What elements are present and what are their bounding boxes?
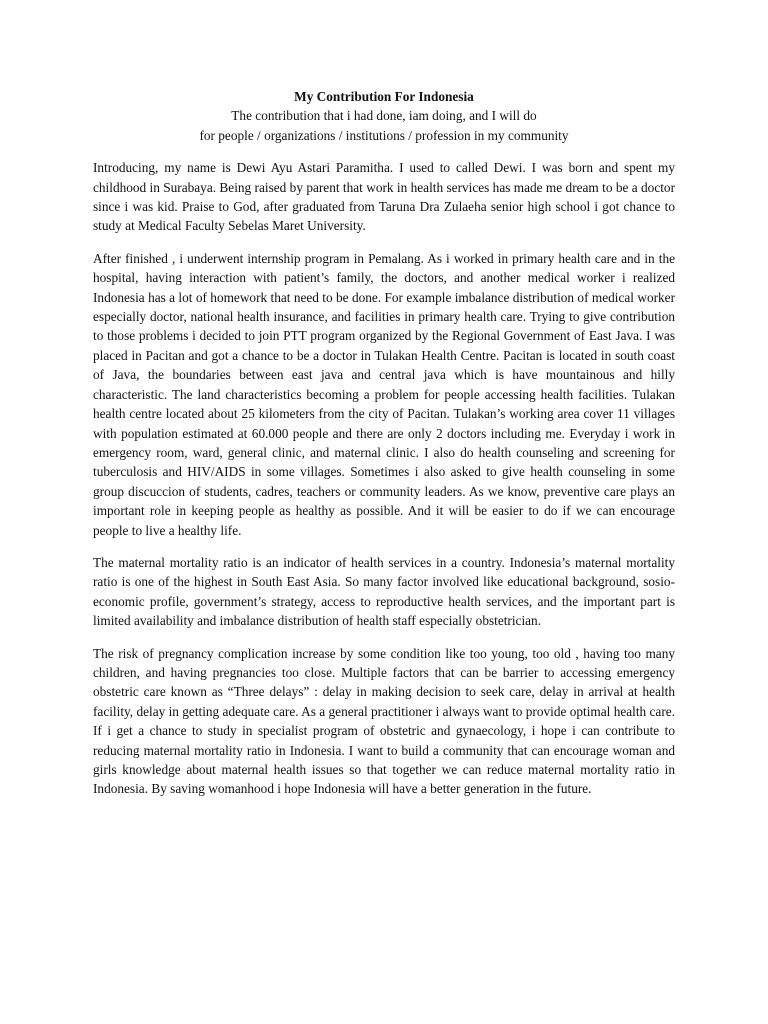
paragraph-pregnancy-risk: The risk of pregnancy complication increase by some condition like too young, too old , having too many children, and having pregnancies too close. Multiple factors that can be barrier to accessing emergency obstetric care known as “Three delays” : delay in making decision to seek care, delay in arrival at health facility, delay in getting adequate care. As a general practitioner i always want to provide optimal health care. If i get a chance to study in specialist program of obstetric and gynaecology, i hope i can contribute to reducing maternal mortality ratio in Indonesia. I want to build a community that can encourage woman and girls knowledge about maternal health issues so that together we can reduce maternal mortality ratio in Indonesia. By saving womanhood i hope Indonesia will have a better generation in the future. — [93, 645, 675, 797]
document-header — [93, 87, 675, 145]
paragraph-introduction: Introducing, my name is Dewi Ayu Astari Paramitha. I used to called Dewi. I was born and spent my childhood in Surabaya. Being raised by parent that work in health services has made me dream to be a doctor since i was kid. Praise to God, after graduated from Taruna Dra Zulaeha senior high school i got chance to study at Medical Faculty Sebelas Maret University. — [93, 160, 675, 234]
subtitle-line-1: The contribution that i had done, iam doing, and I will do — [231, 108, 537, 124]
paragraph-maternal-mortality: The maternal mortality ratio is an indicator of health services in a country. Indonesia’s maternal mortality ratio is one of the highest in South East Asia. So many factor involved like educational background, sosio-economic profile, government’s strategy, access to reproductive health services, and the important part is limited availability and imbalance distribution of health staff especially obstetrician. — [93, 554, 675, 629]
paragraph-internship: After finished , i underwent internship program in Pemalang. As i worked in primary health care and in the hospital, having interaction with patient’s family, the doctors, and another medical worker i realized Indonesia has a lot of homework that need to be done. For example imbalance distribution of medical worker especially doctor, national health insurance, and facilities in primary health care. Trying to give contribution to those problems i decided to join PTT program organized by the Regional Government of East Java. I was placed in Pacitan and got a chance to be a doctor in Tulakan Health Centre. Pacitan is located in south coast of Java, the boundaries between east java and central java which is have mountainous and hilly characteristic. The land characteristics becoming a problem for people accessing health facilities. Tulakan health centre located about 25 kilometers from the city of Pacitan. Tulakan’s working area cover 11 villages with population estimated at 60.000 people and there are only 2 doctors including me. Everyday i work in emergency room, ward, general clinic, and maternal clinic. I also do health counseling and screening for tuberculosis and HIV/AIDS in some villages. Sometimes i also asked to give health counseling in some group discuccion of students, cadres, teachers or community leaders. As we know, preventive care plays an important role in keeping people as healthy as possible. And it will be easier to do if we can encourage people to live a healthy life. — [93, 250, 675, 538]
document-body — [93, 87, 675, 812]
document-title: My Contribution For Indonesia — [294, 89, 474, 104]
subtitle-line-2: for people / organizations / institutions / profession in my community — [199, 127, 569, 143]
